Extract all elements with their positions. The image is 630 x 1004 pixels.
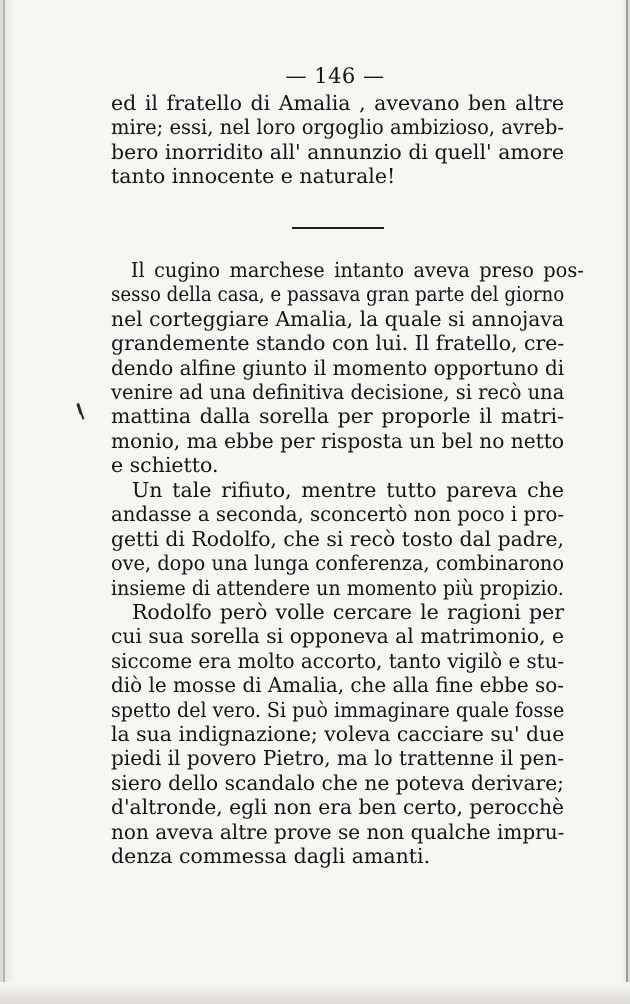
text-line: piedi il povero Pietro, ma lo trattenne il pen- [111,746,565,771]
text-line: ove, dopo una lunga conferenza, combinarono [111,551,565,576]
text-line: insieme di attendere un momento più propizio. [111,575,564,600]
page-right-edge-line [626,0,628,1004]
text-line: mattina dalla sorella per proporle il matri- [111,404,564,429]
text-line: getti di Rodolfo, che si recò tosto dal padre, [111,526,564,551]
text-line: d'altronde, egli non era ben certo, perocchè [111,795,565,820]
text-line: la sua indignazione; voleva cacciare su' due [111,721,565,746]
page-left-edge-line [3,0,5,1004]
margin-ink-mark [76,403,83,415]
text-line: cui sua sorella si opponeva al matrimonio, e [111,624,565,649]
text-line: non aveva altre prove se non qualche impru- [111,819,565,844]
text-line: diò le mosse di Amalia, che alla fine ebbe so- [111,673,564,698]
text-line: ed il fratello di Amalia , avevano ben altre [111,91,564,115]
text-line: andasse a seconda, sconcertò non poco i pro- [111,502,564,527]
text-line: e schietto. [111,453,219,478]
text-line: siccome era molto accorto, tanto vigilò e stu- [111,648,565,673]
text-line: Il cugino marchese intanto aveva preso pos- [130,258,584,282]
section-divider [292,227,384,229]
text-line: bero inorridito all' annunzio di quell' amore [111,139,565,164]
text-line: monio, ma ebbe per risposta un bel no netto [111,428,564,453]
text-line: spetto del vero. Si può immaginare quale fosse [111,697,565,722]
paragraph-continuation [111,91,564,189]
text-line: dendo alfine giunto il momento opportuno di [111,355,565,380]
text-line: mire; essi, nel loro orgoglio ambizioso, avreb- [111,115,565,140]
text-line: grandemente stando con lui. Il fratello, cre- [111,331,565,356]
text-line: tanto innocente e naturale! [111,164,396,189]
text-line: sesso della casa, e passava gran parte del giorno [111,282,565,307]
text-line: Un tale rifiuto, mentre tutto pareva che [132,478,564,502]
text-line: nel corteggiare Amalia, la quale si annojava [111,306,564,331]
text-line: denza commessa dagli amanti. [111,843,431,868]
page-bottom-shade [0,982,630,1004]
paragraph-rodolfo [111,600,564,868]
text-line: siero dello scandalo che ne poteva derivare; [111,770,564,795]
text-line: Rodolfo però volle cercare le ragioni per [132,600,564,624]
page-number: — 146 — [285,64,385,88]
text-line: venire ad una definitiva decisione, si recò una [111,379,565,404]
paragraph-rifiuto [111,478,564,600]
paragraph-cugino [111,258,584,478]
